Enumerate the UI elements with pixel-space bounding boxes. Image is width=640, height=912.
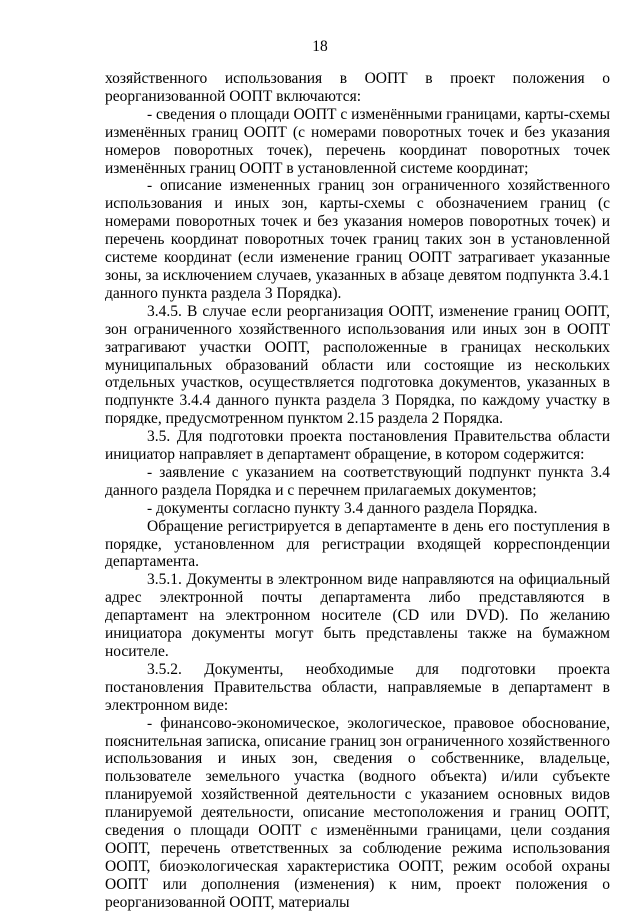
paragraph-3-5-1: 3.5.1. Документы в электронном виде направляются на официальный адрес электронной почты департамента либо представляются в департамент на электронном носителе (CD или DVD). По желанию инициатора документы могут быть представлены также на бумажном носителе. xyxy=(105,571,610,660)
paragraph-3-5-2: 3.5.2. Документы, необходимые для подготовки проекта постановления Правительства области, направляемые в департамент в электронном виде: xyxy=(105,660,610,714)
paragraph-item-documents: - документы согласно пункту 3.4 данного раздела Порядка. xyxy=(147,499,538,517)
page-number: 18 xyxy=(312,38,328,55)
paragraph-3-5: 3.5. Для подготовки проекта постановления Правительства области инициатор направляет в департамент обращение, в котором содержится: xyxy=(105,428,610,464)
paragraph-registration: Обращение регистрируется в департаменте в день его поступления в порядке, установленном для регистрации входящей корреспонденции департамента. xyxy=(105,517,610,571)
paragraph-item-area-info: - сведения о площади ООПТ с изменёнными границами, карты-схемы изменённых границ ООПТ (с номерами поворотных точек и без указания номеров поворотных точек), перечень координат поворотных точек изменённых границ ООПТ в установленной системе координат; xyxy=(105,105,610,177)
paragraph-item-application: - заявление с указанием на соответствующий подпункт пункта 3.4 данного раздела Порядка и с перечнем прилагаемых документов; xyxy=(105,463,610,499)
document-body xyxy=(105,70,610,912)
paragraph-item-zone-boundaries: - описание измененных границ зон ограниченного хозяйственного использования и иных зон, карты-схемы с обозначением границ (с номерами поворотных точек и без указания номеров поворотных точек) и перечень координат поворотных точек границ таких зон в установленной системе координат (если изменение границ ООПТ затрагивает указанные зоны, за исключением случаев, указанных в абзаце девятом подпункта 3.4.1 данного пункта раздела 3 Порядка). xyxy=(105,177,610,302)
paragraph-item-justification: - финансово-экономическое, экологическое, правовое обоснование, пояснительная записка, описание границ зон ограниченного хозяйственного использования и иных зон, сведения о собственнике, владельце, пользователе земельного участка (водного объекта) и/или субъекте планируемой хозяйственной деятельности с указанием основных видов планируемой деятельности, описание местоположения и границ ООПТ, сведения о площади ООПТ с изменёнными границами, цели создания ООПТ, перечень ответственных за соблюдение режима использования ООПТ, биоэкологическая характеристика ООПТ, режим особой охраны ООПТ или дополнения (изменения) к ним, проект положения о реорганизованной ООПТ, материалы xyxy=(105,714,610,911)
paragraph-intro-continuation: хозяйственного использования в ООПТ в проект положения о реорганизованной ООПТ включаются: xyxy=(105,70,610,105)
paragraph-3-4-5: 3.4.5. В случае если реорганизация ООПТ, изменение границ ООПТ, зон ограниченного хозяйственного использования или иных зон в ООПТ затрагивают участки ООПТ, расположенные в границах нескольких муниципальных образований области или состоящие из нескольких отдельных участков, осуществляется подготовка документов, указанных в подпункте 3.4.4 данного пункта раздела 3 Порядка, по каждому участку в порядке, предусмотренном пунктом 2.15 раздела 2 Порядка. xyxy=(105,302,610,428)
